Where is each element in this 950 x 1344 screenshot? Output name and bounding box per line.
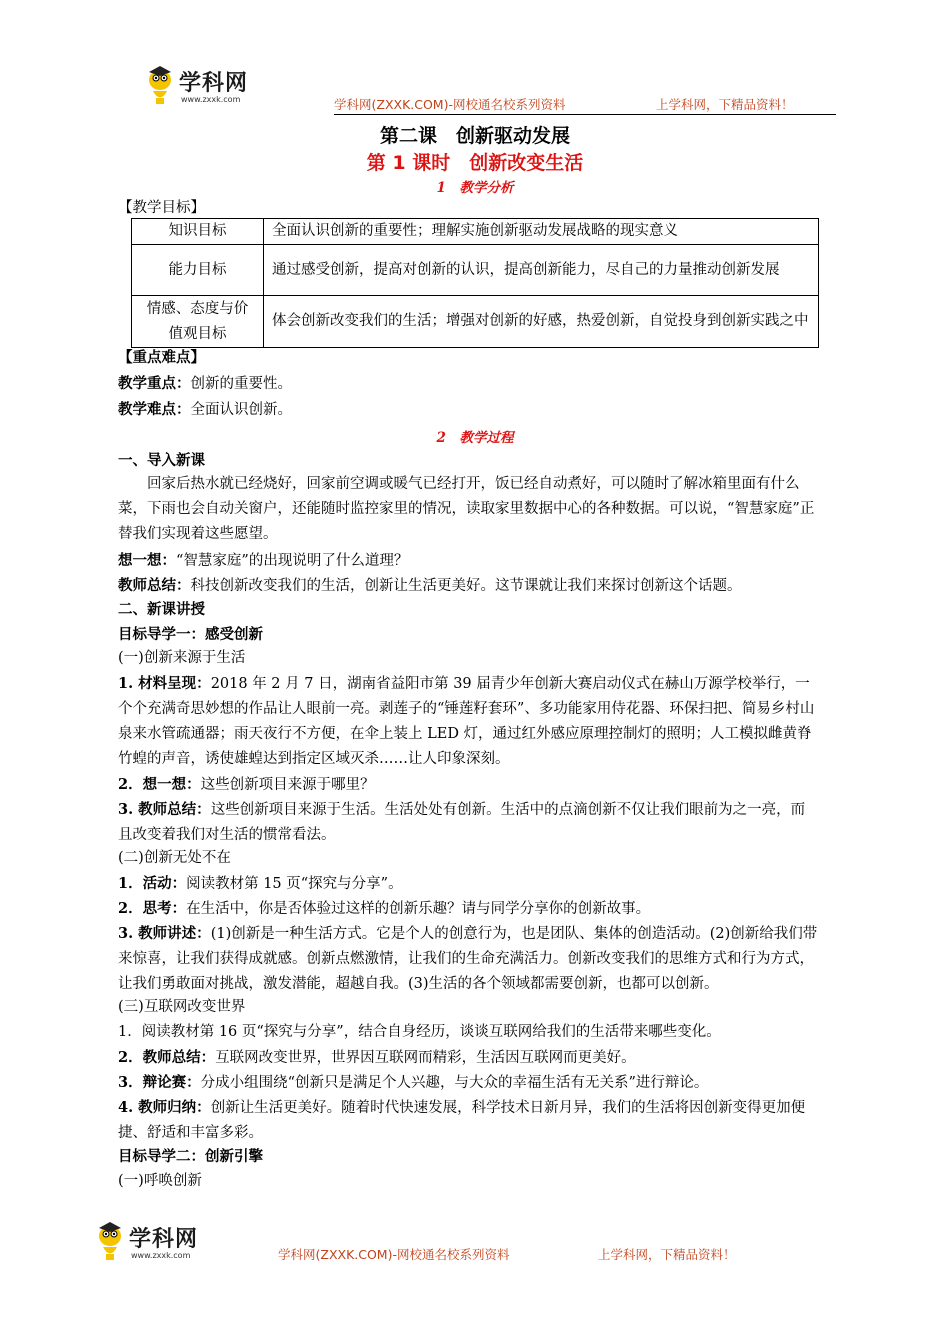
teacher-conclusion bbox=[118, 1095, 818, 1146]
section-analysis-title: 1 教学分析 bbox=[436, 180, 514, 196]
focus-text: 创新的重要性。 bbox=[190, 376, 292, 392]
summary-label: 教师总结： bbox=[118, 577, 191, 594]
conclusion-label: 4. 教师归纳： bbox=[118, 1099, 211, 1116]
header-logo bbox=[143, 64, 253, 108]
narration-label: 3. 教师讲述： bbox=[118, 925, 211, 942]
subsection-2: (二)创新无处不在 bbox=[118, 850, 231, 866]
table-row bbox=[132, 219, 819, 245]
material-paragraph bbox=[118, 671, 818, 772]
material-text: 2018 年 2 月 7 日，湖南省益阳市第 39 届青少年创新大赛启动仪式在赫山万源学校举行，一个个充满奇思妙想的作品让人眼前一亮。剥莲子的“锤莲籽套环”、多功能家用侍花器、环保扫把、简易乡村山泉来水管疏通器；雨天夜行不方便，在伞上装上 LED 灯，通过红外感应原理控制灯的照明；人工模拟雌黄脊竹蝗的声音，诱使雄蝗达到指定区域灭杀……让人印象深刻。 bbox=[118, 676, 815, 767]
table-row bbox=[132, 296, 819, 348]
think-label: 想一想： bbox=[118, 552, 176, 569]
header-tagline: 学科网(ZXXK.COM)-网校通名校系列资料 bbox=[334, 97, 566, 112]
reflection-text: 在生活中，你是否体验过这样的创新乐趣？请与同学分享你的创新故事。 bbox=[186, 901, 651, 917]
summary2-text: 这些创新项目来源于生活。生活处处有创新。生活中的点滴创新不仅让我们眼前为之一亮，而且改变着我们对生活的惯常看法。 bbox=[118, 802, 806, 843]
teacher-summary-3 bbox=[118, 1045, 636, 1071]
intro-heading: 一、导入新课 bbox=[118, 452, 205, 469]
footer-tagline: 学科网(ZXXK.COM)-网校通名校系列资料 bbox=[278, 1247, 510, 1262]
think-2 bbox=[118, 772, 375, 798]
logo-url: www.zxxk.com bbox=[131, 1251, 191, 1260]
goal-label: 知识目标 bbox=[132, 219, 264, 245]
footer-logo bbox=[93, 1220, 203, 1264]
keypoints-heading: 【重点难点】 bbox=[118, 349, 205, 366]
intro-paragraph: 回家后热水就已经烧好，回家前空调或暖气已经打开，饭已经自动煮好，可以随时了解冰箱里面有什么菜，下雨也会自动关窗户，还能随时监控家里的情况，读取家里数据中心的各种数据。可以说，“智慧家庭”正替我们实现着这些愿望。 bbox=[118, 476, 815, 542]
header-divider bbox=[334, 114, 836, 115]
goal-text: 通过感受创新，提高对创新的认识，提高创新能力，尽自己的力量推动创新发展 bbox=[264, 245, 819, 296]
logo-mascot-icon bbox=[93, 1220, 129, 1264]
think2-label: 2．想一想： bbox=[118, 776, 201, 793]
think-question bbox=[118, 548, 408, 574]
goal1-heading: 目标导学一：感受创新 bbox=[118, 626, 263, 643]
think2-text: 这些创新项目来源于哪里？ bbox=[200, 777, 375, 793]
table-row bbox=[132, 245, 819, 296]
think-text: “智慧家庭”的出现说明了什么道理？ bbox=[176, 553, 409, 569]
debate-label: 3．辩论赛： bbox=[118, 1074, 201, 1091]
subsection-3: (三)互联网改变世界 bbox=[118, 999, 246, 1015]
reading-task: 1．阅读教材第 16 页“探究与分享”，结合自身经历，谈谈互联网给我们的生活带来哪些变化。 bbox=[118, 1024, 721, 1040]
summary-text: 科技创新改变我们的生活，创新让生活更美好。这节课就让我们来探讨创新这个话题。 bbox=[190, 578, 742, 594]
teacher-summary-2 bbox=[118, 797, 818, 848]
logo-text: 学科网 bbox=[129, 1227, 199, 1252]
focus-label: 教学重点： bbox=[118, 375, 191, 392]
teacher-summary bbox=[118, 573, 742, 599]
summary3-text: 互联网改变世界，世界因互联网而精彩，生活因互联网而更美好。 bbox=[215, 1050, 636, 1066]
section-process-title: 2 教学过程 bbox=[436, 430, 514, 446]
goal-label: 能力目标 bbox=[132, 245, 264, 296]
reflection-label: 2．思考： bbox=[118, 900, 187, 917]
reflection bbox=[118, 896, 650, 922]
subsection-4: (一)呼唤创新 bbox=[118, 1173, 202, 1189]
debate bbox=[118, 1070, 818, 1096]
teacher-narration bbox=[118, 921, 818, 997]
teaching-focus bbox=[118, 371, 292, 397]
conclusion-text: 创新让生活更美好。随着时代快速发展，科学技术日新月异，我们的生活将因创新变得更加便捷、舒适和丰富多彩。 bbox=[118, 1100, 806, 1141]
lesson-title: 第二课 创新驱动发展 bbox=[379, 125, 570, 147]
summary3-label: 2．教师总结： bbox=[118, 1049, 216, 1066]
goal2-heading: 目标导学二：创新引擎 bbox=[118, 1148, 263, 1165]
logo-mascot-icon bbox=[143, 64, 179, 108]
activity-text: 阅读教材第 15 页“探究与分享”。 bbox=[186, 876, 403, 892]
activity bbox=[118, 871, 403, 897]
logo-text: 学科网 bbox=[179, 71, 249, 96]
goal-text: 全面认识创新的重要性；理解实施创新驱动发展战略的现实意义 bbox=[264, 219, 819, 245]
summary2-label: 3. 教师总结： bbox=[118, 801, 211, 818]
new-lesson-heading: 二、新课讲授 bbox=[118, 601, 205, 618]
difficulty-label: 教学难点： bbox=[118, 401, 191, 418]
teaching-difficulty bbox=[118, 397, 292, 423]
footer-slogan: 上学科网，下精品资料！ bbox=[598, 1247, 736, 1262]
debate-text: 分成小组围绕“创新只是满足个人兴趣，与大众的幸福生活有无关系”进行辩论。 bbox=[200, 1075, 709, 1091]
goal-text: 体会创新改变我们的生活；增强对创新的好感，热爱创新，自觉投身到创新实践之中 bbox=[264, 296, 819, 348]
goals-heading: 【教学目标】 bbox=[118, 200, 205, 216]
goals-table bbox=[131, 218, 819, 348]
goal-label: 情感、态度与价值观目标 bbox=[132, 296, 264, 348]
difficulty-text: 全面认识创新。 bbox=[190, 402, 292, 418]
header-slogan: 上学科网，下精品资料！ bbox=[656, 97, 794, 112]
period-title: 第 1 课时 创新改变生活 bbox=[366, 152, 584, 174]
material-label: 1. 材料呈现： bbox=[118, 675, 211, 692]
subsection-1: (一)创新来源于生活 bbox=[118, 650, 246, 666]
narration-text: (1)创新是一种生活方式。它是个人的创意行为，也是团队、集体的创造活动。(2)创新给我们带来惊喜，让我们获得成就感。创新点燃激情，让我们的生命充满活力。创新改变我们的思维方式和行为方式，让我们勇敢面对挑战，激发潜能，超越自我。(3)生活的各个领域都需要创新，也都可以创新。 bbox=[118, 926, 818, 992]
logo-url: www.zxxk.com bbox=[181, 95, 241, 104]
activity-label: 1．活动： bbox=[118, 875, 187, 892]
